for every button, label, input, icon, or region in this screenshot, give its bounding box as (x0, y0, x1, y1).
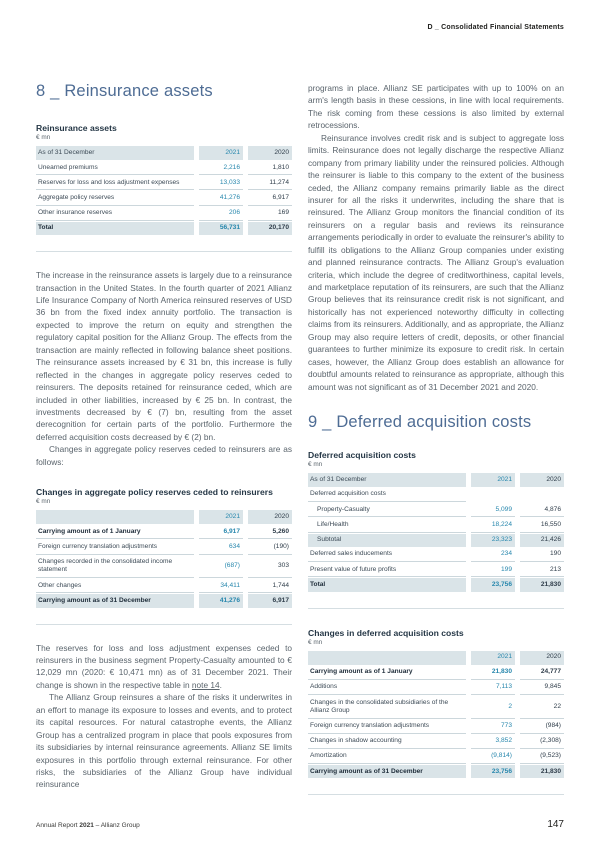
table-row (36, 594, 292, 607)
table-row (308, 735, 564, 749)
table-cell-2021: 13,033 (199, 176, 243, 190)
table-cell-2020: 20,170 (248, 222, 292, 235)
table-unit: € mn (36, 134, 51, 141)
table-cell-label: Carrying amount as of 31 December (36, 594, 194, 607)
table-header-year-2020: 2020 (520, 473, 564, 487)
table-cell-2021 (471, 488, 515, 502)
footer-text: – Allianz Group (93, 822, 140, 829)
table-header-year-2020: 2020 (248, 146, 292, 160)
table-cell-2021: 6,917 (199, 525, 243, 539)
section-9-heading: 9 _ Deferred acquisition costs (308, 412, 532, 431)
table-cell-label: Carrying amount as of 1 January (308, 666, 466, 680)
table-cell-2021: 2,216 (199, 161, 243, 175)
paragraph: Changes in aggregate policy reserves ceded to reinsurers are as follows: (36, 444, 292, 467)
table-cell-2020: 22 (520, 696, 564, 718)
paragraph-text: . (219, 679, 222, 690)
table-title: Deferred acquisition costs (308, 449, 416, 460)
table-row (308, 578, 564, 591)
table-block-changes-aggregate (36, 487, 292, 624)
table-cell-label: Other insurance reserves (36, 207, 194, 221)
table-header-label: As of 31 December (308, 473, 466, 487)
table-cell-label: Carrying amount as of 31 December (308, 765, 466, 778)
table-cell-2021: 199 (471, 563, 515, 577)
table-row (36, 161, 292, 175)
table-cell-2021: 23,756 (471, 578, 515, 591)
table-cell-2021: 23,323 (471, 534, 515, 547)
table-cell-2021: (9,814) (471, 750, 515, 764)
table-cell-label: Additions (308, 681, 466, 695)
left-column (36, 82, 292, 795)
table-header-year-2020: 2020 (248, 510, 292, 524)
table-row (308, 563, 564, 577)
table-title: Changes in aggregate policy reserves ceded to reinsurers (36, 487, 273, 498)
paragraph: Reinsurance involves credit risk and is subject to aggregate loss limits. Reinsurance does not legally discharge the respective Allianz company from primary liability under the reinsured policies. Although the reinsurer is liable to this company to the extent of the business ceded, the Allianz company remains primarily liable as the direct insurer for all the risks it underwrites, including the share that is reinsured. The Allianz Group monitors the financial condition of its reinsurers on a regular basis and reviews its reinsurance arrangements periodically in order to evaluate the reinsurer's ability to fulfill its obligations to the Allianz Group companies under existing and planned reinsurance contracts. The Allianz Group's evaluation criteria, which include the degree of creditworthiness, capital levels, and marketplace reputation of its reinsurers, are such that the Allianz Group believes that its reinsurance credit risk is not significant, and historically has not experienced noteworthy difficulty in collecting claims from its reinsurers. Additionally, and as appropriate, the Allianz Group may also require letters of credit, deposits, or other financial guarantees to further minimize its exposure to credit risk. In certain cases, however, the Allianz Group does establish an allowance for doubtful amounts related to reinsurance as appropriate, although this amount was not significant as of 31 December 2021 and 2020. (308, 132, 564, 392)
table-cell-2021: 3,852 (471, 735, 515, 749)
table-header-label (308, 651, 466, 665)
changes-aggregate-policy-reserves-table (36, 510, 292, 607)
footer-report-name (36, 822, 140, 829)
table-cell-2021: 56,731 (199, 222, 243, 235)
table-cell-2021: 5,099 (471, 503, 515, 517)
table-row (308, 488, 564, 502)
table-cell-2020: (9,523) (520, 750, 564, 764)
table-unit: € mn (308, 638, 323, 646)
table-cell-label: Total (36, 222, 194, 235)
table-row (308, 696, 564, 718)
table-row (308, 534, 564, 547)
table-cell-2020 (520, 488, 564, 502)
table-row (36, 191, 292, 205)
footer-text: Annual Report (36, 822, 80, 829)
paragraph (36, 642, 292, 692)
table-header-year-2021: 2021 (471, 651, 515, 665)
table-cell-2020: 21,830 (520, 765, 564, 778)
table-cell-2020: 1,810 (248, 161, 292, 175)
table-cell-label: Changes in shadow accounting (308, 735, 466, 749)
table-cell-2021: 41,276 (199, 594, 243, 607)
table-row (308, 548, 564, 562)
table-cell-2021: 2 (471, 696, 515, 718)
table-cell-2020: 11,274 (248, 176, 292, 190)
table-title: Reinsurance assets (36, 123, 117, 133)
table-cell-2021: 206 (199, 207, 243, 221)
table-cell-2020: 5,260 (248, 525, 292, 539)
footer (36, 819, 564, 830)
table-cell-2020: 303 (248, 556, 292, 578)
table-header-label: As of 31 December (36, 146, 194, 160)
table-end-rule (308, 608, 564, 609)
table-cell-2020: 213 (520, 563, 564, 577)
table-cell-2021: 234 (471, 548, 515, 562)
right-column (308, 82, 564, 795)
table-cell-2021: 18,224 (471, 518, 515, 532)
table-cell-2020: 6,917 (248, 594, 292, 607)
table-cell-2020: (2,308) (520, 735, 564, 749)
table-cell-2020: 9,845 (520, 681, 564, 695)
table-end-rule (36, 624, 292, 625)
table-header-row (308, 651, 564, 665)
table-cell-label: Property-Casualty (308, 503, 466, 517)
table-cell-label: Total (308, 578, 466, 591)
table-cell-2021: 21,830 (471, 666, 515, 680)
reinsurance-assets-table (36, 146, 292, 235)
table-cell-label: Foreign currency translation adjustments (308, 720, 466, 734)
table-end-rule (308, 794, 564, 795)
table-block-deferred-acquisition-costs (308, 450, 564, 609)
table-row (36, 556, 292, 578)
table-header-year-2021: 2021 (199, 146, 243, 160)
deferred-acquisition-costs-table (308, 473, 564, 592)
table-cell-2020: 24,777 (520, 666, 564, 680)
table-cell-label: Present value of future profits (308, 563, 466, 577)
changes-deferred-acquisition-costs-table (308, 651, 564, 779)
table-cell-label: Changes recorded in the consolidated income statement (36, 556, 194, 578)
note-14-link[interactable]: note 14 (191, 679, 220, 690)
table-header-year-2021: 2021 (471, 473, 515, 487)
table-cell-label: Unearned premiums (36, 161, 194, 175)
table-cell-label: Subtotal (308, 534, 466, 547)
page-number: 147 (547, 819, 564, 830)
table-row (308, 666, 564, 680)
table-header-row (36, 510, 292, 524)
table-cell-2021: 773 (471, 720, 515, 734)
table-row (36, 207, 292, 221)
table-row (308, 503, 564, 517)
table-cell-2020: (190) (248, 540, 292, 554)
table-unit: € mn (308, 460, 323, 468)
table-row (308, 681, 564, 695)
table-header-year-2021: 2021 (199, 510, 243, 524)
table-cell-2020: 1,744 (248, 579, 292, 593)
table-cell-label: Other changes (36, 579, 194, 593)
table-cell-2020: 6,917 (248, 191, 292, 205)
table-cell-label: Deferred acquisition costs (308, 488, 466, 502)
table-title: Changes in deferred acquisition costs (308, 627, 464, 638)
paragraph: The increase in the reinsurance assets is largely due to a reinsurance transaction in the United States. In the fourth quarter of 2021 Allianz Life Insurance Company of North America reinsured reserves of USD 36 bn from the fixed index annuity portfolio. The transaction is expected to improve the return on equity and strengthen the regulatory capital position for the Allianz Group. The effects from the transaction are mainly reflected in following balance sheet positions. The reinsurance assets increased by € 31 bn, this increase is fully reflected in the changes in aggregate policy reserves ceded to reinsurers. The deposits retained for reinsurance ceded, which are included in other liabilities, increased by € 25 bn. In contrast, the investments decreased by € (7) bn, resulting from the asset derecognition for certain parts of the portfolio. Furthermore the deferred acquisition costs decreased by € (2) bn. (36, 270, 292, 442)
table-row (36, 176, 292, 190)
table-unit: € mn (36, 498, 51, 506)
table-row (308, 720, 564, 734)
table-row (36, 525, 292, 539)
table-cell-label: Changes in the consolidated subsidiaries of the Allianz Group (308, 696, 466, 718)
table-cell-2021: 7,113 (471, 681, 515, 695)
table-header-row (36, 146, 292, 160)
table-block-reinsurance-assets (36, 123, 292, 252)
table-cell-2021: 41,276 (199, 191, 243, 205)
table-cell-2020: 169 (248, 207, 292, 221)
paragraph-text: The reserves for loss and loss adjustment expenses ceded to reinsurers in the business segment Property-Casualty amounted to € 12,029 mn (2020: € 10,471 mn) as of 31 December 2021. Their change is shown in the respective table in (36, 642, 292, 690)
table-end-rule (36, 251, 292, 252)
table-cell-label: Reserves for loss and loss adjustment expenses (36, 176, 194, 190)
footer-year: 2021 (79, 822, 94, 829)
table-cell-2020: 21,426 (520, 534, 564, 547)
table-row (308, 518, 564, 532)
table-cell-label: Carrying amount as of 1 January (36, 525, 194, 539)
section-8-heading: 8 _ Reinsurance assets (36, 82, 213, 100)
table-cell-2020: 4,876 (520, 503, 564, 517)
table-cell-2021: 634 (199, 540, 243, 554)
table-cell-2020: 190 (520, 548, 564, 562)
paragraph: programs in place. Allianz SE participates with up to 100% on an arm's length basis in these cessions, in line with local requirements. The risk coming from these cessions is also limited by external retrocessions. (308, 83, 564, 131)
table-header-label (36, 510, 194, 524)
table-cell-2020: (984) (520, 720, 564, 734)
table-row (36, 222, 292, 235)
table-header-year-2020: 2020 (520, 651, 564, 665)
table-cell-label: Amortization (308, 750, 466, 764)
content-area (36, 82, 564, 795)
table-cell-2020: 16,550 (520, 518, 564, 532)
table-block-changes-deferred (308, 628, 564, 796)
table-cell-label: Life/Health (308, 518, 466, 532)
table-cell-2020: 21,830 (520, 578, 564, 591)
table-cell-label: Deferred sales inducements (308, 548, 466, 562)
table-cell-label: Foreign currency translation adjustments (36, 540, 194, 554)
table-row (308, 765, 564, 778)
table-row (308, 750, 564, 764)
table-cell-2021: 23,756 (471, 765, 515, 778)
table-cell-2021: 34,411 (199, 579, 243, 593)
table-cell-label: Aggregate policy reserves (36, 191, 194, 205)
table-row (36, 540, 292, 554)
paragraph: The Allianz Group reinsures a share of the risks it underwrites in an effort to manage its exposure to losses and events, and to protect its capital resources. For natural catastrophe events, the Allianz Group has a centralized program in place that pools exposures from its subsidiaries by internal reinsurance agreements. Allianz SE limits exposures in this portfolio through external reinsurance. For other risks, the subsidiaries of the Allianz Group have individual reinsurance (36, 692, 292, 790)
table-cell-2021: (687) (199, 556, 243, 578)
table-header-row (308, 473, 564, 487)
running-header: D _ Consolidated Financial Statements (427, 24, 564, 31)
table-row (36, 579, 292, 593)
